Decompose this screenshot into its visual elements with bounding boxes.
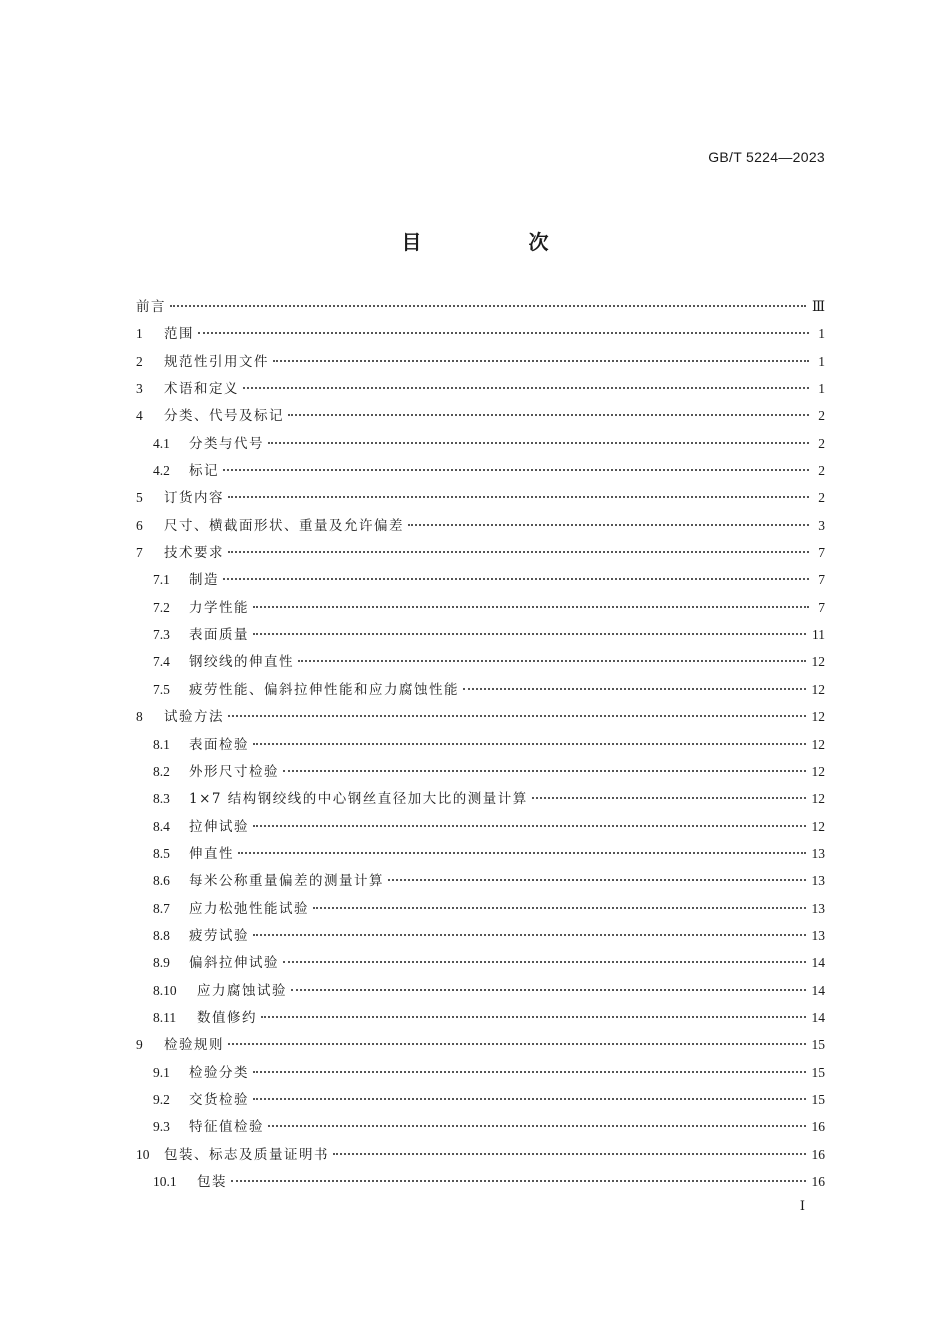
toc-entry[interactable] bbox=[136, 1168, 825, 1195]
toc-entry-number: 5 bbox=[136, 490, 143, 506]
toc-entry-title: 钢绞线的伸直性 bbox=[189, 654, 294, 671]
toc-entry[interactable] bbox=[136, 785, 825, 812]
toc-dot-leader bbox=[268, 442, 809, 444]
toc-dot-leader bbox=[223, 578, 809, 580]
toc-entry-title: 外形尺寸检验 bbox=[189, 763, 279, 780]
toc-dot-leader bbox=[228, 496, 809, 498]
toc-dot-leader bbox=[228, 1043, 806, 1045]
toc-entry-page: 1 bbox=[818, 353, 825, 369]
toc-list bbox=[136, 293, 825, 1195]
toc-entry-title: 偏斜拉伸试验 bbox=[189, 955, 279, 972]
toc-dot-leader bbox=[313, 907, 806, 909]
toc-entry-page: 12 bbox=[811, 654, 825, 670]
toc-dot-leader bbox=[283, 961, 806, 963]
toc-entry[interactable] bbox=[136, 621, 825, 648]
toc-entry[interactable] bbox=[136, 484, 825, 511]
toc-entry-title: 订货内容 bbox=[164, 490, 224, 507]
toc-entry-number: 4.2 bbox=[153, 463, 170, 479]
toc-dot-leader bbox=[253, 1071, 806, 1073]
toc-entry-page: 2 bbox=[818, 490, 825, 506]
toc-entry-title: 试验方法 bbox=[164, 709, 224, 726]
page-number: Ⅰ bbox=[799, 1198, 805, 1213]
toc-entry-number: 7.5 bbox=[153, 681, 170, 697]
toc-entry-number: 7.3 bbox=[153, 627, 170, 643]
toc-entry-number: 8.2 bbox=[153, 763, 170, 779]
toc-entry[interactable] bbox=[136, 977, 825, 1004]
toc-entry[interactable] bbox=[136, 594, 825, 621]
toc-entry-page: 14 bbox=[811, 955, 825, 971]
toc-entry[interactable] bbox=[136, 1004, 825, 1031]
toc-entry-number: 7 bbox=[136, 545, 143, 561]
toc-entry-page: 14 bbox=[811, 982, 825, 998]
toc-entry-number: 8.7 bbox=[153, 900, 170, 916]
toc-entry-title: 交货检验 bbox=[189, 1091, 249, 1108]
toc-entry[interactable] bbox=[136, 1031, 825, 1058]
toc-entry-number: 8.8 bbox=[153, 927, 170, 943]
toc-entry-number: 4.1 bbox=[153, 435, 170, 451]
toc-entry-title: 表面质量 bbox=[189, 627, 249, 644]
toc-entry-title: 检验分类 bbox=[189, 1064, 249, 1081]
toc-entry-number: 6 bbox=[136, 517, 143, 533]
toc-entry-title: 范围 bbox=[164, 326, 194, 343]
toc-entry-title: 应力腐蚀试验 bbox=[197, 982, 287, 999]
toc-dot-leader bbox=[253, 825, 806, 827]
toc-entry[interactable] bbox=[136, 293, 825, 320]
toc-entry-page: 11 bbox=[812, 627, 825, 643]
toc-entry-title: 包装、标志及质量证明书 bbox=[164, 1146, 329, 1163]
toc-entry[interactable] bbox=[136, 867, 825, 894]
toc-entry[interactable] bbox=[136, 539, 825, 566]
toc-entry-number: 8.9 bbox=[153, 955, 170, 971]
toc-entry-page: 15 bbox=[811, 1064, 825, 1080]
toc-dot-leader bbox=[253, 1098, 806, 1100]
toc-dot-leader bbox=[463, 688, 806, 690]
toc-entry-page: 13 bbox=[811, 845, 825, 861]
toc-entry-number: 7.2 bbox=[153, 599, 170, 615]
toc-dot-leader bbox=[253, 606, 809, 608]
toc-entry-page: 12 bbox=[811, 736, 825, 752]
toc-entry[interactable] bbox=[136, 375, 825, 402]
toc-entry[interactable] bbox=[136, 703, 825, 730]
toc-dot-leader bbox=[223, 469, 809, 471]
toc-entry-page: 2 bbox=[818, 435, 825, 451]
toc-entry[interactable] bbox=[136, 922, 825, 949]
toc-entry-page: Ⅲ bbox=[811, 299, 825, 314]
toc-entry-page: 2 bbox=[818, 463, 825, 479]
toc-entry-number: 8.10 bbox=[153, 982, 177, 998]
toc-entry-title: 检验规则 bbox=[164, 1037, 224, 1054]
toc-entry-title: 拉伸试验 bbox=[189, 818, 249, 835]
toc-entry-page: 15 bbox=[811, 1037, 825, 1053]
toc-entry[interactable] bbox=[136, 676, 825, 703]
toc-entry[interactable] bbox=[136, 430, 825, 457]
toc-entry-number: 8.6 bbox=[153, 873, 170, 889]
toc-entry[interactable] bbox=[136, 949, 825, 976]
toc-entry-number: 9.3 bbox=[153, 1119, 170, 1135]
toc-entry[interactable] bbox=[136, 840, 825, 867]
toc-dot-leader bbox=[228, 551, 809, 553]
toc-entry[interactable] bbox=[136, 1086, 825, 1113]
toc-entry-page: 13 bbox=[811, 900, 825, 916]
toc-dot-leader bbox=[253, 934, 806, 936]
toc-entry-page: 7 bbox=[818, 545, 825, 561]
toc-entry[interactable] bbox=[136, 320, 825, 347]
toc-entry-number: 7.1 bbox=[153, 572, 170, 588]
toc-dot-leader bbox=[170, 305, 806, 307]
toc-entry-title: 标记 bbox=[189, 463, 219, 480]
toc-entry-number: 8.5 bbox=[153, 845, 170, 861]
toc-dot-leader bbox=[238, 852, 806, 854]
toc-entry-number: 10.1 bbox=[153, 1174, 177, 1189]
toc-entry[interactable] bbox=[136, 895, 825, 922]
toc-entry-title: 技术要求 bbox=[164, 545, 224, 562]
toc-entry-number: 9.2 bbox=[153, 1091, 170, 1107]
toc-entry-title: 应力松弛性能试验 bbox=[189, 900, 309, 917]
toc-entry-number: 8.11 bbox=[153, 1009, 177, 1025]
toc-entry-number: 3 bbox=[136, 381, 143, 397]
toc-dot-leader bbox=[532, 797, 806, 799]
toc-entry-page: 16 bbox=[811, 1146, 825, 1162]
toc-entry[interactable] bbox=[136, 1059, 825, 1086]
toc-entry-page: 16 bbox=[811, 1119, 825, 1135]
toc-entry[interactable] bbox=[136, 512, 825, 539]
toc-entry-page: 2 bbox=[818, 408, 825, 424]
toc-entry[interactable] bbox=[136, 813, 825, 840]
toc-entry-title: 制造 bbox=[189, 572, 219, 589]
toc-entry-title: 伸直性 bbox=[189, 845, 234, 862]
toc-entry-page: 7 bbox=[818, 599, 825, 615]
toc-entry-number: 10 bbox=[136, 1146, 150, 1162]
toc-entry-number: 8.3 bbox=[153, 791, 170, 807]
toc-dot-leader bbox=[231, 1180, 806, 1182]
toc-entry[interactable] bbox=[136, 457, 825, 484]
toc-entry-title: 力学性能 bbox=[189, 599, 249, 616]
toc-entry[interactable] bbox=[136, 1141, 825, 1168]
toc-entry-page: 1 bbox=[818, 326, 825, 342]
toc-entry[interactable] bbox=[136, 566, 825, 593]
toc-entry-title: 每米公称重量偏差的测量计算 bbox=[189, 873, 384, 890]
toc-entry-number: 8 bbox=[136, 709, 143, 725]
toc-dot-leader bbox=[268, 1125, 806, 1127]
toc-dot-leader bbox=[408, 524, 809, 526]
standard-code: GB/T 5224—2023 bbox=[708, 149, 825, 165]
toc-title: 目 次 bbox=[401, 230, 599, 254]
toc-entry-page: 1 bbox=[818, 381, 825, 397]
toc-dot-leader bbox=[253, 633, 806, 635]
toc-dot-leader bbox=[388, 879, 806, 881]
toc-dot-leader bbox=[253, 743, 806, 745]
toc-entry-title: 数值修约 bbox=[197, 1009, 257, 1026]
toc-entry[interactable] bbox=[136, 758, 825, 785]
toc-entry[interactable] bbox=[136, 402, 825, 429]
toc-entry-number: 8.1 bbox=[153, 736, 170, 752]
toc-entry-page: 15 bbox=[811, 1091, 825, 1107]
toc-entry-title: 分类、代号及标记 bbox=[164, 408, 284, 425]
toc-entry-page: 12 bbox=[811, 681, 825, 697]
toc-entry-number: 7.4 bbox=[153, 654, 170, 670]
toc-entry-page: 13 bbox=[811, 927, 825, 943]
toc-entry[interactable] bbox=[136, 1113, 825, 1140]
toc-entry-title: 特征值检验 bbox=[189, 1119, 264, 1136]
toc-entry-page: 12 bbox=[811, 709, 825, 725]
toc-entry-number: 9 bbox=[136, 1037, 143, 1053]
toc-entry-page: 14 bbox=[811, 1009, 825, 1025]
toc-entry-page: 16 bbox=[811, 1174, 825, 1189]
toc-entry-title: 表面检验 bbox=[189, 736, 249, 753]
toc-dot-leader bbox=[261, 1016, 806, 1018]
toc-entry-page: 12 bbox=[811, 818, 825, 834]
toc-entry-number: 4 bbox=[136, 408, 143, 424]
toc-entry-number: 2 bbox=[136, 353, 143, 369]
toc-entry-title: 规范性引用文件 bbox=[164, 353, 269, 370]
toc-entry-number: 9.1 bbox=[153, 1064, 170, 1080]
toc-entry-page: 7 bbox=[818, 572, 825, 588]
toc-entry-page: 12 bbox=[811, 791, 825, 807]
toc-entry[interactable] bbox=[136, 648, 825, 675]
toc-entry[interactable] bbox=[136, 731, 825, 758]
toc-dot-leader bbox=[298, 660, 806, 662]
toc-dot-leader bbox=[243, 387, 809, 389]
toc-dot-leader bbox=[291, 989, 806, 991]
toc-dot-leader bbox=[198, 332, 809, 334]
toc-entry-page: 13 bbox=[811, 873, 825, 889]
toc-entry-title: 尺寸、横截面形状、重量及允许偏差 bbox=[164, 517, 404, 534]
toc-entry-title: 术语和定义 bbox=[164, 381, 239, 398]
toc-dot-leader bbox=[283, 770, 806, 772]
toc-dot-leader bbox=[273, 360, 809, 362]
toc-entry-number: 8.4 bbox=[153, 818, 170, 834]
toc-dot-leader bbox=[288, 414, 809, 416]
toc-entry-title: 前言 bbox=[136, 299, 166, 315]
toc-dot-leader bbox=[228, 715, 806, 717]
toc-dot-leader bbox=[333, 1153, 806, 1155]
toc-entry-title: 1×7 结构钢绞线的中心钢丝直径加大比的测量计算 bbox=[189, 791, 528, 808]
toc-entry-number: 1 bbox=[136, 326, 143, 342]
toc-entry[interactable] bbox=[136, 348, 825, 375]
toc-entry-page: 12 bbox=[811, 763, 825, 779]
toc-entry-title: 疲劳性能、偏斜拉伸性能和应力腐蚀性能 bbox=[189, 681, 459, 698]
toc-entry-title: 疲劳试验 bbox=[189, 927, 249, 944]
toc-entry-page: 3 bbox=[818, 517, 825, 533]
toc-entry-title: 分类与代号 bbox=[189, 435, 264, 452]
toc-entry-title: 包装 bbox=[197, 1174, 227, 1190]
